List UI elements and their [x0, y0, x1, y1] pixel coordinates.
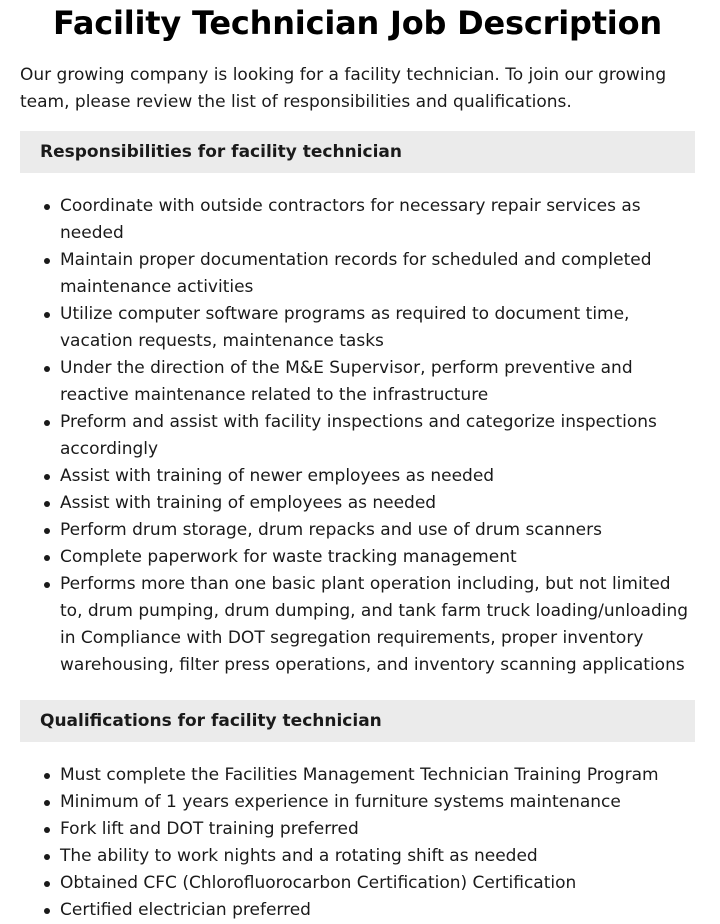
list-item — [60, 355, 695, 409]
list-item — [60, 843, 695, 870]
list-item — [60, 463, 695, 490]
bullet-icon — [44, 204, 50, 210]
list-item — [60, 897, 695, 924]
bullet-icon — [44, 854, 50, 860]
qualifications-heading: Qualifications for facility technician — [20, 700, 695, 742]
bullet-icon — [44, 827, 50, 833]
intro-paragraph: Our growing company is looking for a facility technician. To join our growing team, please review the list of responsibilities and qualifications. — [20, 65, 667, 112]
list-item-text: Complete paperwork for waste tracking management — [60, 547, 517, 567]
bullet-icon — [44, 474, 50, 480]
bullet-icon — [44, 420, 50, 426]
bullet-icon — [44, 582, 50, 588]
list-item — [60, 409, 695, 463]
bullet-icon — [44, 800, 50, 806]
responsibilities-list — [20, 193, 695, 679]
bullet-icon — [44, 366, 50, 372]
qualifications-list — [20, 762, 695, 924]
list-item-text: Minimum of 1 years experience in furniture systems maintenance — [60, 792, 621, 812]
list-item-text: Certified electrician preferred — [60, 900, 311, 920]
bullet-icon — [44, 908, 50, 914]
list-item-text: Coordinate with outside contractors for necessary repair services as needed — [60, 196, 641, 243]
list-item-text: Obtained CFC (Chlorofluorocarbon Certification) Certification — [60, 873, 577, 893]
bullet-icon — [44, 258, 50, 264]
list-item — [60, 762, 695, 789]
list-item-text: The ability to work nights and a rotating shift as needed — [60, 846, 538, 866]
list-item — [60, 816, 695, 843]
bullet-icon — [44, 312, 50, 318]
bullet-icon — [44, 555, 50, 561]
list-item — [60, 490, 695, 517]
list-item-text: Maintain proper documentation records for scheduled and completed maintenance activities — [60, 250, 652, 297]
list-item-text: Must complete the Facilities Management Technician Training Program — [60, 765, 659, 785]
list-item — [60, 789, 695, 816]
list-item-text: Under the direction of the M&E Supervisor, perform preventive and reactive maintenance related to the infrastructure — [60, 358, 633, 405]
list-item — [60, 517, 695, 544]
list-item — [60, 870, 695, 897]
bullet-icon — [44, 528, 50, 534]
list-item-text: Assist with training of newer employees as needed — [60, 466, 495, 486]
list-item-text: Assist with training of employees as needed — [60, 493, 437, 513]
list-item-text: Performs more than one basic plant operation including, but not limited to, drum pumping, drum dumping, and tank farm truck loading/unloading in Compliance with DOT segregation requirements, proper inventory warehousing, filter press operations, and inventory scanning applications — [60, 574, 689, 675]
list-item — [60, 544, 695, 571]
list-item-text: Utilize computer software programs as required to document time, vacation requests, maintenance tasks — [60, 304, 630, 351]
list-item-text: Fork lift and DOT training preferred — [60, 819, 359, 839]
bullet-icon — [44, 881, 50, 887]
page-title: Facility Technician Job Description — [53, 4, 662, 42]
list-item — [60, 571, 695, 679]
list-item-text: Preform and assist with facility inspections and categorize inspections accordingly — [60, 412, 657, 459]
bullet-icon — [44, 501, 50, 507]
list-item — [60, 193, 695, 247]
list-item — [60, 301, 695, 355]
list-item — [60, 247, 695, 301]
bullet-icon — [44, 773, 50, 779]
responsibilities-heading: Responsibilities for facility technician — [20, 131, 695, 173]
list-item-text: Perform drum storage, drum repacks and use of drum scanners — [60, 520, 602, 540]
